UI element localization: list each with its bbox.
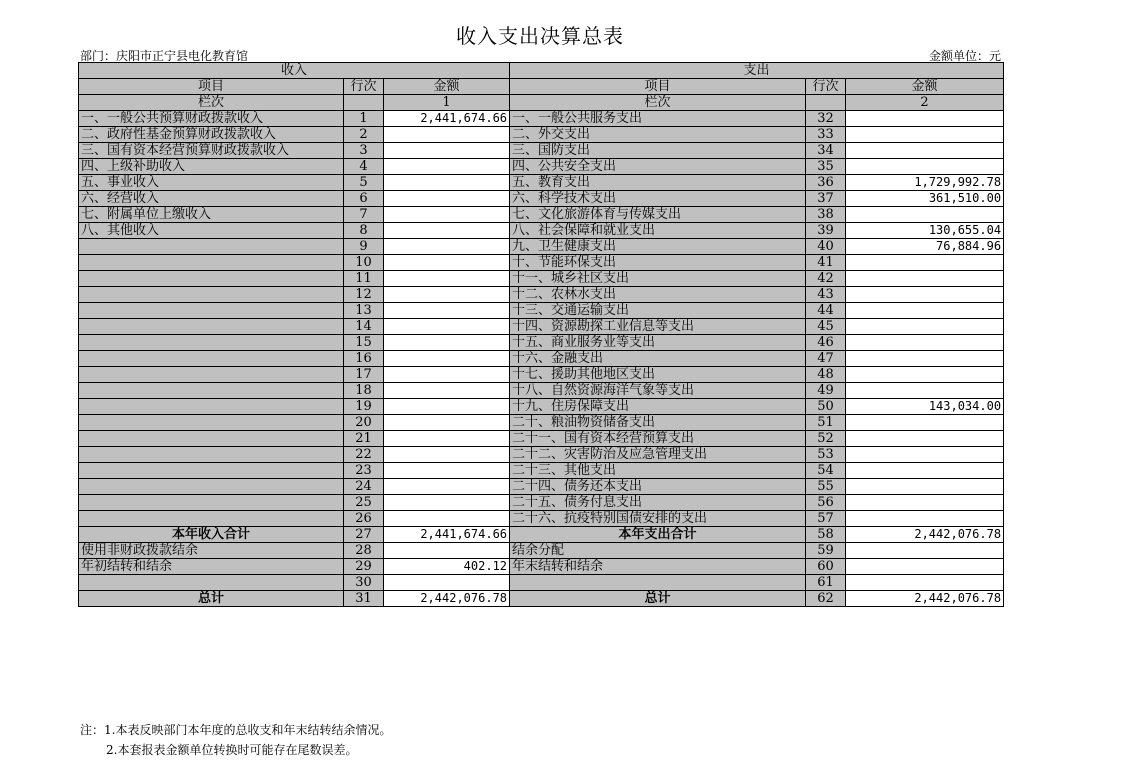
expense-amount bbox=[846, 415, 1004, 431]
expense-rowno-header: 行次 bbox=[806, 79, 846, 95]
nonfiscal-label: 使用非财政拨款结余 bbox=[79, 543, 344, 559]
income-item: 五、事业收入 bbox=[79, 175, 344, 191]
expense-row-no: 37 bbox=[806, 191, 846, 207]
footnote-1: 注：1.本表反映部门本年度的总收支和年末结转结余情况。 bbox=[80, 723, 392, 737]
expense-amount: 1,729,992.78 bbox=[846, 175, 1004, 191]
nonfiscal-no: 28 bbox=[344, 543, 384, 559]
blank-expense-label bbox=[510, 575, 806, 591]
expense-item: 二十六、抗疫特别国债安排的支出 bbox=[510, 511, 806, 527]
income-row-no: 10 bbox=[344, 255, 384, 271]
income-row-no: 6 bbox=[344, 191, 384, 207]
nonfiscal-row bbox=[79, 543, 1004, 559]
expense-item: 二十二、灾害防治及应急管理支出 bbox=[510, 447, 806, 463]
ending-carryover-label: 年末结转和结余 bbox=[510, 559, 806, 575]
income-amount bbox=[384, 479, 510, 495]
income-amount bbox=[384, 399, 510, 415]
income-amount bbox=[384, 447, 510, 463]
expense-item: 八、社会保障和就业支出 bbox=[510, 223, 806, 239]
income-item bbox=[79, 239, 344, 255]
year-expense-total-amount: 2,442,076.78 bbox=[846, 527, 1004, 543]
column-header-row bbox=[79, 79, 1004, 95]
expense-row-no: 54 bbox=[806, 463, 846, 479]
income-item bbox=[79, 399, 344, 415]
page-title: 收入支出决算总表 bbox=[456, 24, 624, 48]
table-row bbox=[79, 159, 1004, 175]
surplus-distribution-amount bbox=[846, 543, 1004, 559]
expense-column-label: 栏次 bbox=[510, 95, 806, 111]
expense-item: 四、公共安全支出 bbox=[510, 159, 806, 175]
income-item bbox=[79, 255, 344, 271]
expense-item: 十九、住房保障支出 bbox=[510, 399, 806, 415]
income-item bbox=[79, 447, 344, 463]
income-amount bbox=[384, 159, 510, 175]
totals-body bbox=[79, 527, 1004, 607]
income-item bbox=[79, 271, 344, 287]
column-index-row bbox=[79, 95, 1004, 111]
income-amount bbox=[384, 351, 510, 367]
blank-expense-no: 61 bbox=[806, 575, 846, 591]
expense-amount bbox=[846, 143, 1004, 159]
surplus-distribution-no: 59 bbox=[806, 543, 846, 559]
expense-item: 六、科学技术支出 bbox=[510, 191, 806, 207]
expense-amount bbox=[846, 447, 1004, 463]
expense-amount bbox=[846, 255, 1004, 271]
expense-row-no: 33 bbox=[806, 127, 846, 143]
income-row-no: 3 bbox=[344, 143, 384, 159]
income-amount bbox=[384, 191, 510, 207]
ending-carryover-no: 60 bbox=[806, 559, 846, 575]
income-row-no: 19 bbox=[344, 399, 384, 415]
expense-amount bbox=[846, 383, 1004, 399]
income-row-no: 21 bbox=[344, 431, 384, 447]
income-expense-table bbox=[78, 62, 1004, 607]
expense-item: 十、节能环保支出 bbox=[510, 255, 806, 271]
expense-item: 二十一、国有资本经营预算支出 bbox=[510, 431, 806, 447]
income-row-no: 23 bbox=[344, 463, 384, 479]
table-row bbox=[79, 287, 1004, 303]
expense-row-no: 44 bbox=[806, 303, 846, 319]
expense-row-no: 36 bbox=[806, 175, 846, 191]
income-amount bbox=[384, 207, 510, 223]
income-row-no: 17 bbox=[344, 367, 384, 383]
year-total-row bbox=[79, 527, 1004, 543]
grand-income-amount: 2,442,076.78 bbox=[384, 591, 510, 607]
income-item bbox=[79, 415, 344, 431]
income-item bbox=[79, 495, 344, 511]
expense-amount: 76,884.96 bbox=[846, 239, 1004, 255]
income-item: 八、其他收入 bbox=[79, 223, 344, 239]
income-amount bbox=[384, 255, 510, 271]
year-expense-total-label: 本年支出合计 bbox=[510, 527, 806, 543]
grand-income-label: 总计 bbox=[79, 591, 344, 607]
expense-item-header: 项目 bbox=[510, 79, 806, 95]
income-amount bbox=[384, 127, 510, 143]
income-row-no: 14 bbox=[344, 319, 384, 335]
table-body bbox=[79, 63, 1004, 527]
expense-row-no: 41 bbox=[806, 255, 846, 271]
table-row bbox=[79, 447, 1004, 463]
income-section-header: 收入 bbox=[79, 63, 510, 79]
expense-row-no: 50 bbox=[806, 399, 846, 415]
ending-carryover-amount bbox=[846, 559, 1004, 575]
income-amount bbox=[384, 431, 510, 447]
expense-item: 十三、交通运输支出 bbox=[510, 303, 806, 319]
expense-amount bbox=[846, 111, 1004, 127]
expense-item: 十七、援助其他地区支出 bbox=[510, 367, 806, 383]
grand-expense-amount: 2,442,076.78 bbox=[846, 591, 1004, 607]
income-row-no: 8 bbox=[344, 223, 384, 239]
expense-item: 五、教育支出 bbox=[510, 175, 806, 191]
department-label: 部门：庆阳市正宁县电化教育馆 bbox=[80, 49, 249, 63]
table-row bbox=[79, 399, 1004, 415]
section-header-row bbox=[79, 63, 1004, 79]
expense-item: 三、国防支出 bbox=[510, 143, 806, 159]
income-item: 六、经营收入 bbox=[79, 191, 344, 207]
expense-row-no: 55 bbox=[806, 479, 846, 495]
expense-row-no: 42 bbox=[806, 271, 846, 287]
expense-amount bbox=[846, 207, 1004, 223]
carryover-row bbox=[79, 559, 1004, 575]
expense-item: 七、文化旅游体育与传媒支出 bbox=[510, 207, 806, 223]
table-row bbox=[79, 463, 1004, 479]
income-amount bbox=[384, 511, 510, 527]
expense-item: 二十五、债务付息支出 bbox=[510, 495, 806, 511]
table-row bbox=[79, 207, 1004, 223]
table-row bbox=[79, 511, 1004, 527]
income-amount bbox=[384, 495, 510, 511]
expense-item: 九、卫生健康支出 bbox=[510, 239, 806, 255]
table-row bbox=[79, 351, 1004, 367]
income-row-no: 26 bbox=[344, 511, 384, 527]
beginning-carryover-label: 年初结转和结余 bbox=[79, 559, 344, 575]
year-income-total-label: 本年收入合计 bbox=[79, 527, 344, 543]
expense-row-no: 45 bbox=[806, 319, 846, 335]
expense-amount bbox=[846, 351, 1004, 367]
footnote-2: 2.本套报表金额单位转换时可能存在尾数误差。 bbox=[106, 743, 358, 757]
blank-row bbox=[79, 575, 1004, 591]
expense-amount bbox=[846, 495, 1004, 511]
expense-amount bbox=[846, 511, 1004, 527]
expense-row-no: 57 bbox=[806, 511, 846, 527]
table-row bbox=[79, 271, 1004, 287]
income-amount bbox=[384, 223, 510, 239]
income-row-no: 1 bbox=[344, 111, 384, 127]
table-row bbox=[79, 479, 1004, 495]
expense-amount bbox=[846, 319, 1004, 335]
expense-column-index: 2 bbox=[846, 95, 1004, 111]
expense-amount bbox=[846, 335, 1004, 351]
expense-column-blank bbox=[806, 95, 846, 111]
expense-row-no: 32 bbox=[806, 111, 846, 127]
income-amount bbox=[384, 175, 510, 191]
expense-amount bbox=[846, 287, 1004, 303]
table-row bbox=[79, 239, 1004, 255]
expense-row-no: 34 bbox=[806, 143, 846, 159]
table-row bbox=[79, 175, 1004, 191]
expense-row-no: 53 bbox=[806, 447, 846, 463]
expense-row-no: 39 bbox=[806, 223, 846, 239]
income-row-no: 5 bbox=[344, 175, 384, 191]
amount-unit-label: 金额单位：元 bbox=[928, 49, 1001, 63]
expense-row-no: 56 bbox=[806, 495, 846, 511]
income-item bbox=[79, 351, 344, 367]
expense-amount bbox=[846, 303, 1004, 319]
income-item bbox=[79, 463, 344, 479]
income-item: 七、附属单位上缴收入 bbox=[79, 207, 344, 223]
surplus-distribution-label: 结余分配 bbox=[510, 543, 806, 559]
expense-item: 十六、金融支出 bbox=[510, 351, 806, 367]
expense-row-no: 43 bbox=[806, 287, 846, 303]
expense-item: 十二、农林水支出 bbox=[510, 287, 806, 303]
income-amount bbox=[384, 335, 510, 351]
income-column-label: 栏次 bbox=[79, 95, 344, 111]
income-row-no: 22 bbox=[344, 447, 384, 463]
expense-item: 十一、城乡社区支出 bbox=[510, 271, 806, 287]
blank-income-label bbox=[79, 575, 344, 591]
income-item bbox=[79, 511, 344, 527]
expense-section-header: 支出 bbox=[510, 63, 1004, 79]
income-column-index: 1 bbox=[384, 95, 510, 111]
expense-amount: 130,655.04 bbox=[846, 223, 1004, 239]
beginning-carryover-no: 29 bbox=[344, 559, 384, 575]
expense-amount bbox=[846, 479, 1004, 495]
income-amount bbox=[384, 303, 510, 319]
income-row-no: 4 bbox=[344, 159, 384, 175]
expense-row-no: 48 bbox=[806, 367, 846, 383]
income-amount bbox=[384, 287, 510, 303]
expense-row-no: 35 bbox=[806, 159, 846, 175]
income-amount-header: 金额 bbox=[384, 79, 510, 95]
income-item bbox=[79, 479, 344, 495]
table-row bbox=[79, 143, 1004, 159]
beginning-carryover-amount: 402.12 bbox=[384, 559, 510, 575]
expense-item: 十四、资源勘探工业信息等支出 bbox=[510, 319, 806, 335]
income-row-no: 25 bbox=[344, 495, 384, 511]
expense-amount bbox=[846, 127, 1004, 143]
income-amount bbox=[384, 271, 510, 287]
income-item: 一、一般公共预算财政拨款收入 bbox=[79, 111, 344, 127]
table-row bbox=[79, 431, 1004, 447]
income-amount bbox=[384, 319, 510, 335]
table-row bbox=[79, 191, 1004, 207]
income-row-no: 16 bbox=[344, 351, 384, 367]
expense-item: 十五、商业服务业等支出 bbox=[510, 335, 806, 351]
table-row bbox=[79, 383, 1004, 399]
expense-row-no: 52 bbox=[806, 431, 846, 447]
income-item bbox=[79, 303, 344, 319]
income-amount bbox=[384, 463, 510, 479]
income-item: 二、政府性基金预算财政拨款收入 bbox=[79, 127, 344, 143]
income-amount: 2,441,674.66 bbox=[384, 111, 510, 127]
income-item bbox=[79, 383, 344, 399]
expense-item: 二十、粮油物资储备支出 bbox=[510, 415, 806, 431]
income-row-no: 15 bbox=[344, 335, 384, 351]
income-row-no: 20 bbox=[344, 415, 384, 431]
expense-amount-header: 金额 bbox=[846, 79, 1004, 95]
income-column-blank bbox=[344, 95, 384, 111]
income-row-no: 2 bbox=[344, 127, 384, 143]
grand-income-no: 31 bbox=[344, 591, 384, 607]
expense-amount bbox=[846, 367, 1004, 383]
expense-row-no: 38 bbox=[806, 207, 846, 223]
footnotes bbox=[80, 720, 391, 760]
income-row-no: 12 bbox=[344, 287, 384, 303]
expense-row-no: 46 bbox=[806, 335, 846, 351]
income-item: 三、国有资本经营预算财政拨款收入 bbox=[79, 143, 344, 159]
income-row-no: 18 bbox=[344, 383, 384, 399]
income-item bbox=[79, 367, 344, 383]
table-row bbox=[79, 223, 1004, 239]
expense-amount bbox=[846, 159, 1004, 175]
expense-row-no: 47 bbox=[806, 351, 846, 367]
income-item: 四、上级补助收入 bbox=[79, 159, 344, 175]
table-row bbox=[79, 495, 1004, 511]
grand-total-row bbox=[79, 591, 1004, 607]
expense-item: 一、一般公共服务支出 bbox=[510, 111, 806, 127]
year-income-total-amount: 2,441,674.66 bbox=[384, 527, 510, 543]
table-row bbox=[79, 303, 1004, 319]
income-row-no: 24 bbox=[344, 479, 384, 495]
expense-item: 二、外交支出 bbox=[510, 127, 806, 143]
income-amount bbox=[384, 239, 510, 255]
expense-amount: 361,510.00 bbox=[846, 191, 1004, 207]
table-row bbox=[79, 127, 1004, 143]
expense-amount bbox=[846, 271, 1004, 287]
table-row bbox=[79, 255, 1004, 271]
year-income-total-no: 27 bbox=[344, 527, 384, 543]
expense-amount: 143,034.00 bbox=[846, 399, 1004, 415]
income-amount bbox=[384, 415, 510, 431]
expense-row-no: 51 bbox=[806, 415, 846, 431]
year-expense-total-no: 58 bbox=[806, 527, 846, 543]
grand-expense-label: 总计 bbox=[510, 591, 806, 607]
table-row bbox=[79, 415, 1004, 431]
income-amount bbox=[384, 367, 510, 383]
income-item bbox=[79, 431, 344, 447]
income-row-no: 7 bbox=[344, 207, 384, 223]
income-rowno-header: 行次 bbox=[344, 79, 384, 95]
expense-row-no: 49 bbox=[806, 383, 846, 399]
income-row-no: 13 bbox=[344, 303, 384, 319]
income-row-no: 11 bbox=[344, 271, 384, 287]
table-row bbox=[79, 319, 1004, 335]
income-amount bbox=[384, 143, 510, 159]
income-item bbox=[79, 335, 344, 351]
expense-item: 十八、自然资源海洋气象等支出 bbox=[510, 383, 806, 399]
expense-amount bbox=[846, 431, 1004, 447]
income-item-header: 项目 bbox=[79, 79, 344, 95]
blank-income-no: 30 bbox=[344, 575, 384, 591]
expense-amount bbox=[846, 463, 1004, 479]
income-item bbox=[79, 319, 344, 335]
blank-income-amount bbox=[384, 575, 510, 591]
blank-expense-amount bbox=[846, 575, 1004, 591]
table-row bbox=[79, 111, 1004, 127]
expense-item: 二十四、债务还本支出 bbox=[510, 479, 806, 495]
income-amount bbox=[384, 383, 510, 399]
nonfiscal-amount bbox=[384, 543, 510, 559]
table-row bbox=[79, 335, 1004, 351]
income-row-no: 9 bbox=[344, 239, 384, 255]
table-row bbox=[79, 367, 1004, 383]
expense-item: 二十三、其他支出 bbox=[510, 463, 806, 479]
income-item bbox=[79, 287, 344, 303]
grand-expense-no: 62 bbox=[806, 591, 846, 607]
expense-row-no: 40 bbox=[806, 239, 846, 255]
